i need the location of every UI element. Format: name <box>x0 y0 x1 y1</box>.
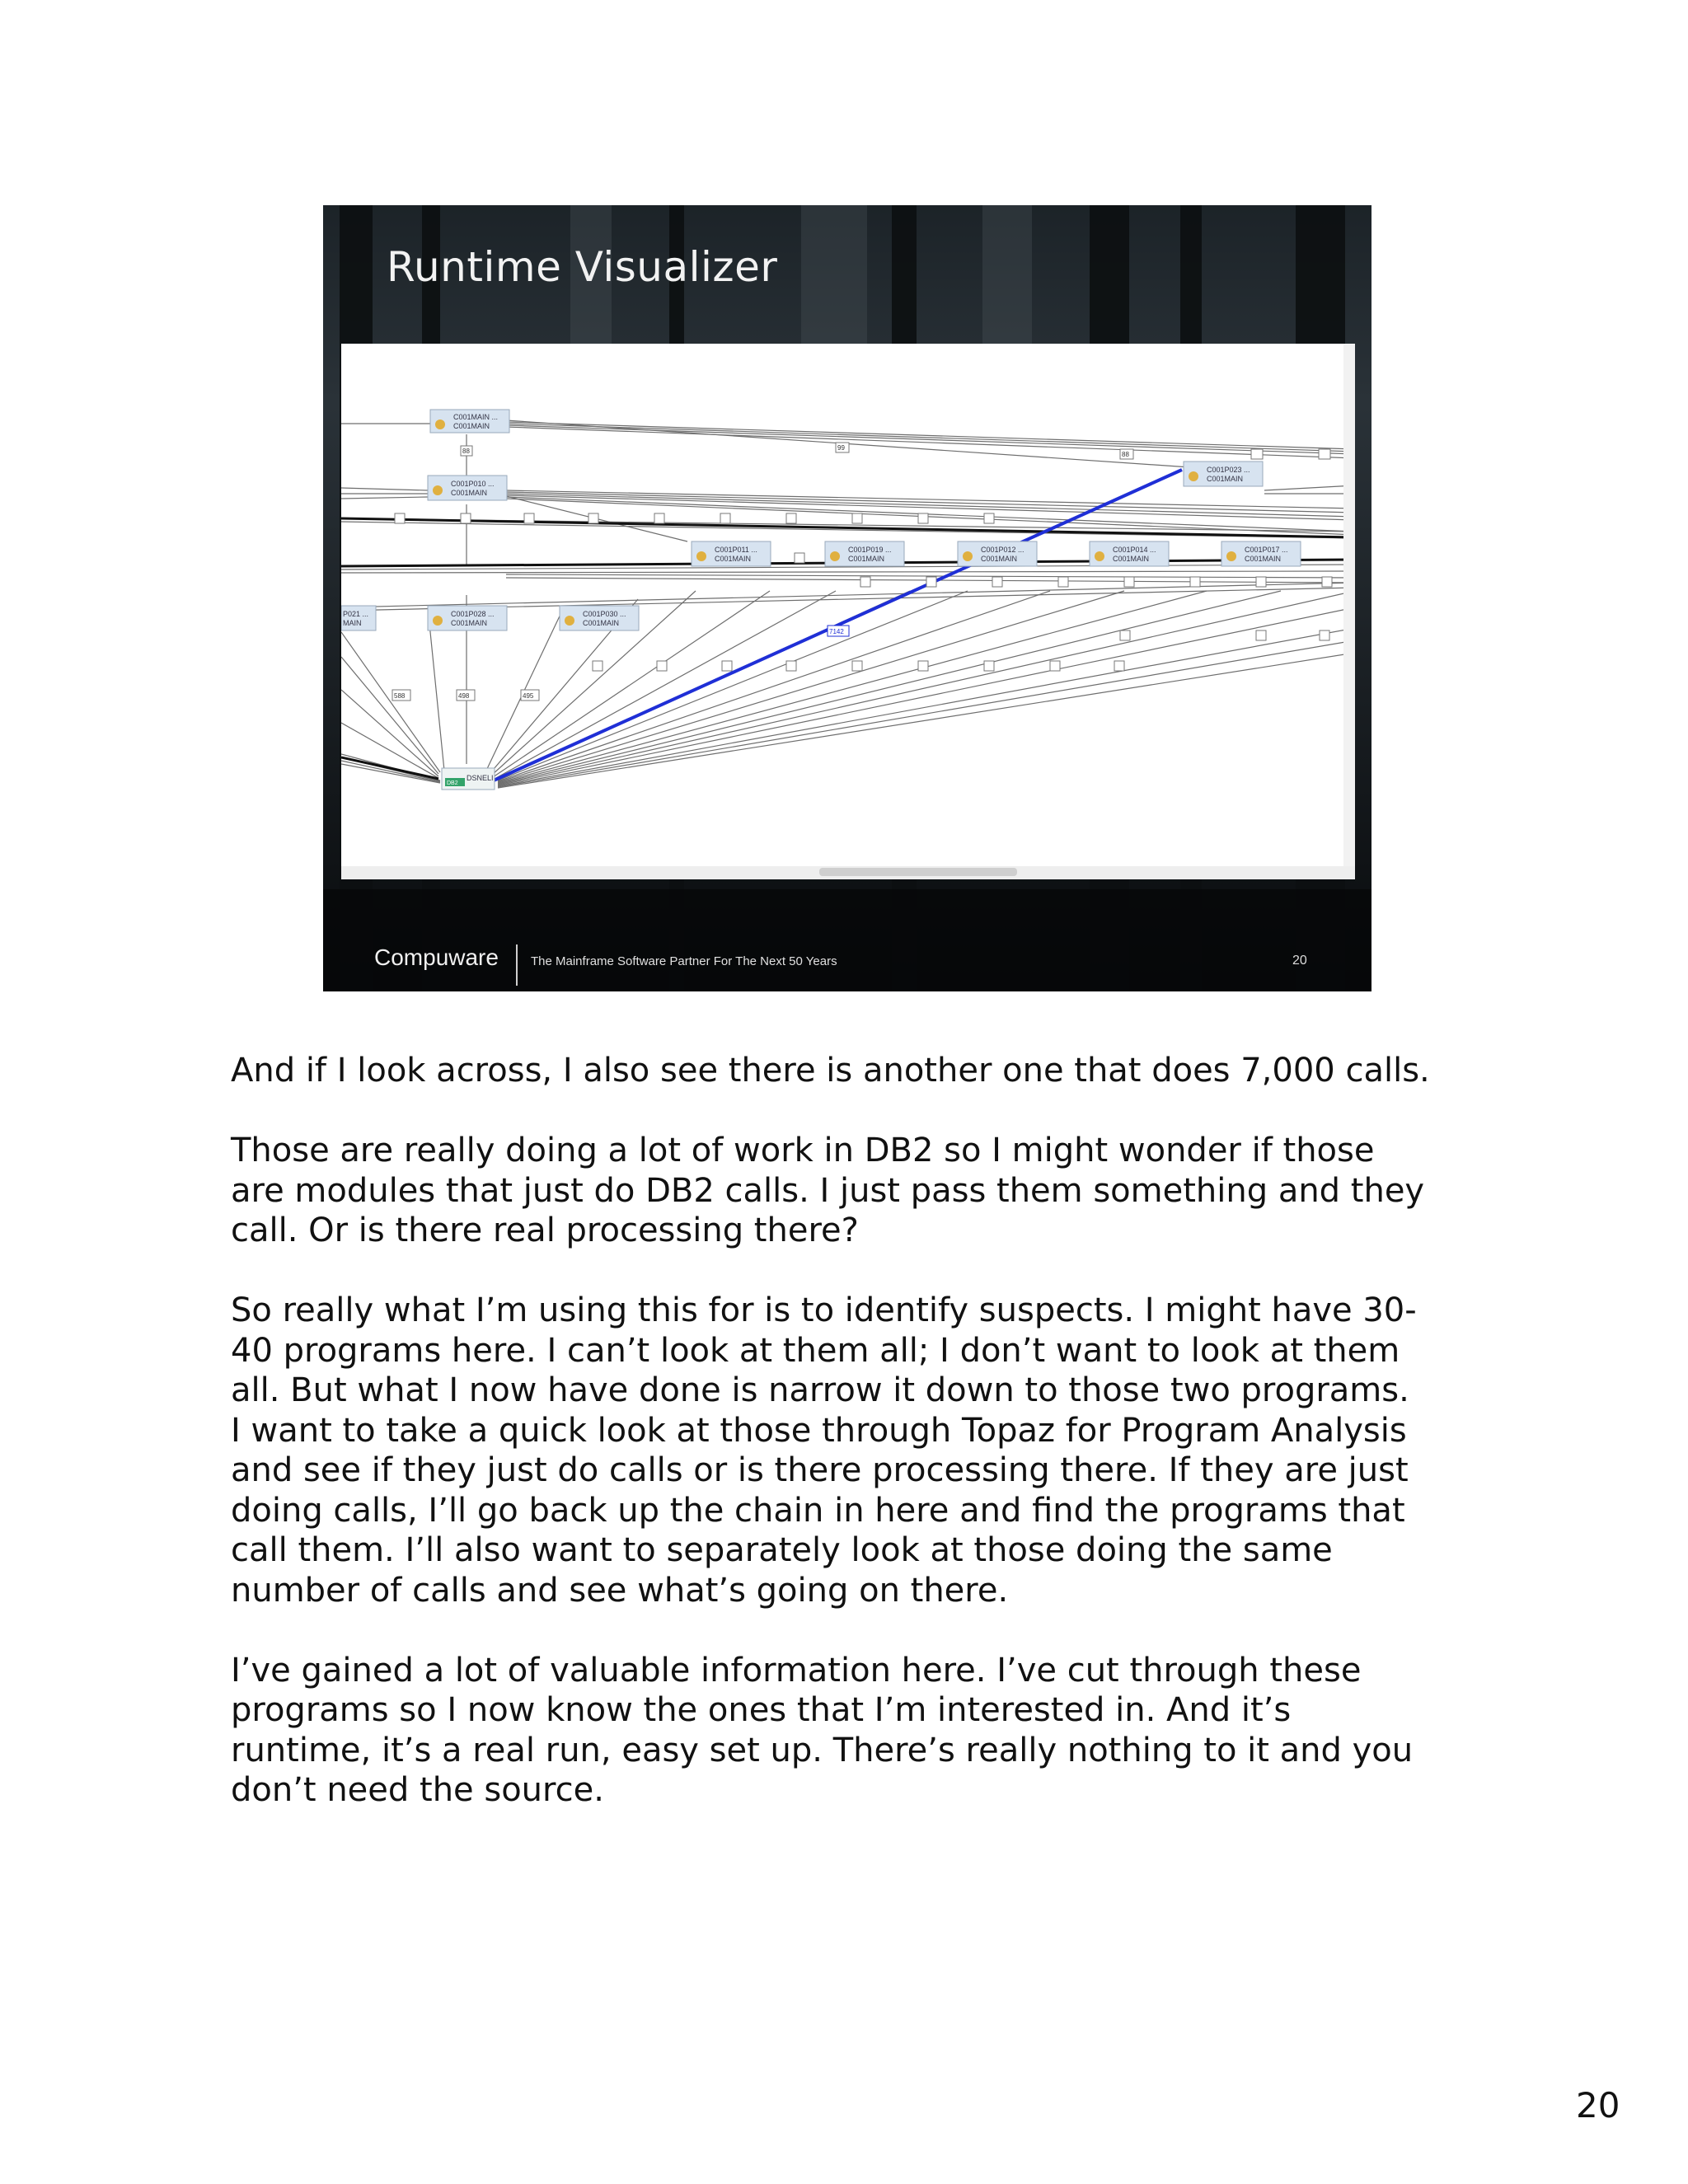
edge-label-highlighted <box>828 626 849 636</box>
slide-page-number: 20 <box>1292 954 1307 968</box>
paragraph: And if I look across, I also see there is another one that does 7,000 calls. <box>231 1052 1430 1090</box>
graph-node[interactable] <box>958 541 1037 566</box>
svg-text:C001P023 ...: C001P023 ... <box>1207 466 1250 474</box>
paragraph: I’ve gained a lot of valuable information here. I’ve cut through these programs so I now know the ones that I’m interested in. And it’s runtime, it’s a real run, easy set up. There’s really nothing to it and you don’t need the source. <box>231 1651 1414 1809</box>
edge-label <box>457 690 475 701</box>
svg-text:C001MAIN: C001MAIN <box>451 619 488 627</box>
svg-text:C001MAIN: C001MAIN <box>583 619 620 627</box>
svg-text:88: 88 <box>462 448 470 455</box>
svg-text:P021 ...: P021 ... <box>343 610 369 618</box>
transcript-text <box>231 1051 1484 1850</box>
svg-text:588: 588 <box>394 692 406 700</box>
svg-text:99: 99 <box>837 444 845 452</box>
footer-divider <box>516 944 518 986</box>
compuware-logo: Compuware <box>374 944 499 970</box>
graph-node[interactable] <box>341 606 376 630</box>
svg-text:MAIN: MAIN <box>343 619 362 627</box>
svg-text:C001P014 ...: C001P014 ... <box>1113 546 1156 554</box>
svg-text:DSNELI: DSNELI <box>467 774 494 782</box>
slide-title: Runtime Visualizer <box>387 243 778 291</box>
db2-node[interactable] <box>442 768 495 790</box>
paragraph: So really what I’m using this for is to identify suspects. I might have 30- 40 programs here. I can’t look at them all; I don’t want to look at them all. But what I now have done is narrow it down to those two programs. I want to take a quick look at those through Topaz for Program Analysis and see if they just do calls or is there processing there. If they are just doing calls, I’ll go back up the chain in here and find the programs that call them. I’ll also want to separately look at those doing the same number of calls and see what’s going on there. <box>231 1291 1417 1610</box>
footer-tagline: The Mainframe Software Partner For The Next 50 Years <box>531 954 837 968</box>
graph-node[interactable] <box>1184 462 1263 486</box>
svg-text:C001MAIN: C001MAIN <box>1245 555 1282 563</box>
graph-node[interactable] <box>560 606 639 630</box>
svg-text:C001MAIN: C001MAIN <box>453 422 490 430</box>
graph-node[interactable] <box>1221 541 1301 566</box>
svg-text:C001P030 ...: C001P030 ... <box>583 610 626 618</box>
graph-node[interactable] <box>825 541 904 566</box>
svg-text:C001P019 ...: C001P019 ... <box>848 546 892 554</box>
graph-node[interactable] <box>430 410 509 433</box>
svg-text:C001MAIN: C001MAIN <box>981 555 1018 563</box>
svg-text:495: 495 <box>523 692 534 700</box>
svg-text:498: 498 <box>458 692 470 700</box>
edge-label <box>521 690 539 701</box>
svg-text:C001P028 ...: C001P028 ... <box>451 610 495 618</box>
svg-text:C001MAIN: C001MAIN <box>848 555 885 563</box>
svg-text:88: 88 <box>1122 451 1129 458</box>
graph-node[interactable] <box>428 606 507 630</box>
call-graph <box>341 344 1355 879</box>
slide-image <box>323 205 1372 991</box>
edge-label <box>1120 449 1133 459</box>
paragraph: Those are really doing a lot of work in DB2 so I might wonder if those are modules that just do DB2 calls. I just pass them something and they call. Or is there real processing there? <box>231 1132 1425 1249</box>
svg-text:C001MAIN ...: C001MAIN ... <box>453 413 499 421</box>
call-graph-canvas[interactable] <box>341 344 1355 879</box>
graph-node[interactable] <box>692 541 771 566</box>
svg-text:C001MAIN: C001MAIN <box>451 489 488 497</box>
svg-text:C001P012 ...: C001P012 ... <box>981 546 1025 554</box>
svg-text:C001MAIN: C001MAIN <box>1113 555 1150 563</box>
svg-text:7142: 7142 <box>829 628 844 635</box>
edge-label <box>392 690 410 701</box>
svg-text:C001P011 ...: C001P011 ... <box>715 546 757 554</box>
graph-node[interactable] <box>428 476 507 500</box>
edge-label <box>836 443 849 452</box>
svg-text:C001P010 ...: C001P010 ... <box>451 480 495 488</box>
edge-label <box>461 446 472 456</box>
graph-node[interactable] <box>1090 541 1169 566</box>
svg-text:C001MAIN: C001MAIN <box>1207 475 1244 483</box>
svg-text:DB2: DB2 <box>447 780 458 786</box>
svg-text:C001P017 ...: C001P017 ... <box>1245 546 1288 554</box>
page-number: 20 <box>1576 2085 1620 2125</box>
svg-text:C001MAIN: C001MAIN <box>715 555 752 563</box>
